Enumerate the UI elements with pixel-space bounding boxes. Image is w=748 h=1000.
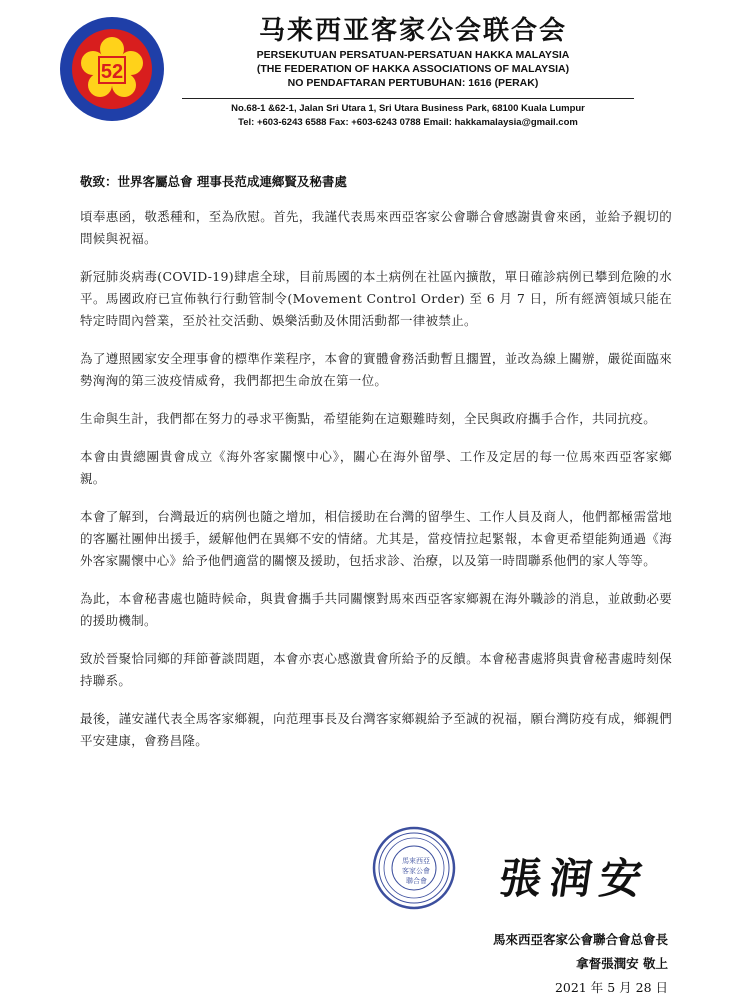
letterhead bbox=[178, 14, 648, 90]
letter-date: 2021 年 5 月 28 日 bbox=[554, 980, 668, 995]
org-name-malay: PERSEKUTUAN PERSATUAN-PERSATUAN HAKKA MALAYSIA bbox=[256, 49, 570, 61]
paragraph: 頃奉惠函，敬悉種和，至為欣慰。首先，我謹代表馬來西亞客家公會聯合會感謝貴會來函，並給予親切的問候與祝福。 bbox=[80, 209, 672, 246]
letterhead-address-block bbox=[182, 102, 634, 130]
logo-number: 52 bbox=[100, 61, 124, 83]
paragraph: 致於晉聚恰同鄉的拜節薈談問題，本會亦衷心感激貴會所給予的反饋。本會秘書處將與貴會秘書處時刻保持聯系。 bbox=[80, 651, 672, 688]
paragraph: 本會了解到，台灣最近的病例也隨之增加，相信援助在台灣的留學生、工作人員及商人，他們都極需當地的客屬社團伸出援手，緩解他們在異鄉不安的情緒。尤其是，當疫情拉起緊報，本會更希望能夠通過《海外客家關懷中心》給予他們適當的關懷及援助，包括求診、治療，以及第一時間聯系他們的家人等等。 bbox=[80, 509, 672, 568]
org-name-english: (THE FEDERATION OF HAKKA ASSOCIATIONS OF MALAYSIA) bbox=[256, 63, 570, 75]
federation-logo bbox=[59, 16, 165, 122]
paragraph: 本會由貴總團貴會成立《海外客家關懷中心》，關心在海外留學、工作及定居的每一位馬來西亞客家鄉親。 bbox=[80, 449, 672, 486]
signer-title: 馬來西亞客家公會聯合會总會長 bbox=[492, 932, 668, 947]
org-contact: Tel: +603-6243 6588 Fax: +603-6243 0788 Email: hakkamalaysia@gmail.com bbox=[238, 117, 578, 128]
svg-text:聯合會: 聯合會 bbox=[406, 877, 427, 885]
signer-name: 拿督張潤安 敬上 bbox=[576, 956, 668, 971]
svg-text:客家公會: 客家公會 bbox=[402, 867, 430, 875]
handwritten-signature: 張润安 bbox=[496, 854, 654, 903]
salutation: 敬致：世界客屬总會 理事長范成連鄉賢及秘書處 bbox=[80, 174, 347, 189]
org-address: No.68-1 &62-1, Jalan Sri Utara 1, Sri Utara Business Park, 68100 Kuala Lumpur bbox=[231, 103, 585, 114]
letterhead-divider bbox=[182, 98, 634, 99]
paragraph: 最後，謹安謹代表全馬客家鄉親，向范理事長及台灣客家鄉親給予至誠的祝福，願台灣防疫有成，鄉親們平安建康，會務昌隆。 bbox=[80, 711, 672, 748]
org-name-chinese: 马来西亚客家公会联合会 bbox=[258, 16, 567, 46]
org-registration: NO PENDAFTARAN PERTUBUHAN: 1616 (PERAK) bbox=[287, 77, 539, 89]
paragraph: 新冠肺炎病毒(COVID-19)肆虐全球，目前馬國的本土病例在社區內擴散，單日確診病例已攀到危險的水平。馬國政府已宣佈執行行動管制令(Movement Control Order) 至 6 月 7 日，所有經濟領域只能在特定時間內營業，至於社交活動、娛樂活動及休閒活動都一律被禁止。 bbox=[80, 269, 672, 328]
official-seal bbox=[372, 826, 456, 910]
paragraph: 為了遵照國家安全理事會的標準作業程序，本會的實體會務活動暫且擱置，並改為線上關辦，嚴從面臨來勢洶洶的第三波疫情威脅，我們都把生命放在第一位。 bbox=[80, 351, 672, 388]
paragraph: 生命與生計，我們都在努力的尋求平衡點，希望能夠在這艱難時刻，全民與政府攜手合作，共同抗疫。 bbox=[80, 411, 657, 426]
paragraph: 為此，本會秘書處也隨時候命，與貴會攜手共同關懷對馬來西亞客家鄉親在海外職診的消息，並啟動必要的援助機制。 bbox=[80, 591, 672, 628]
svg-text:馬來西亞: 馬來西亞 bbox=[402, 857, 430, 865]
closing-block bbox=[493, 928, 668, 1000]
letter-body bbox=[80, 206, 672, 768]
